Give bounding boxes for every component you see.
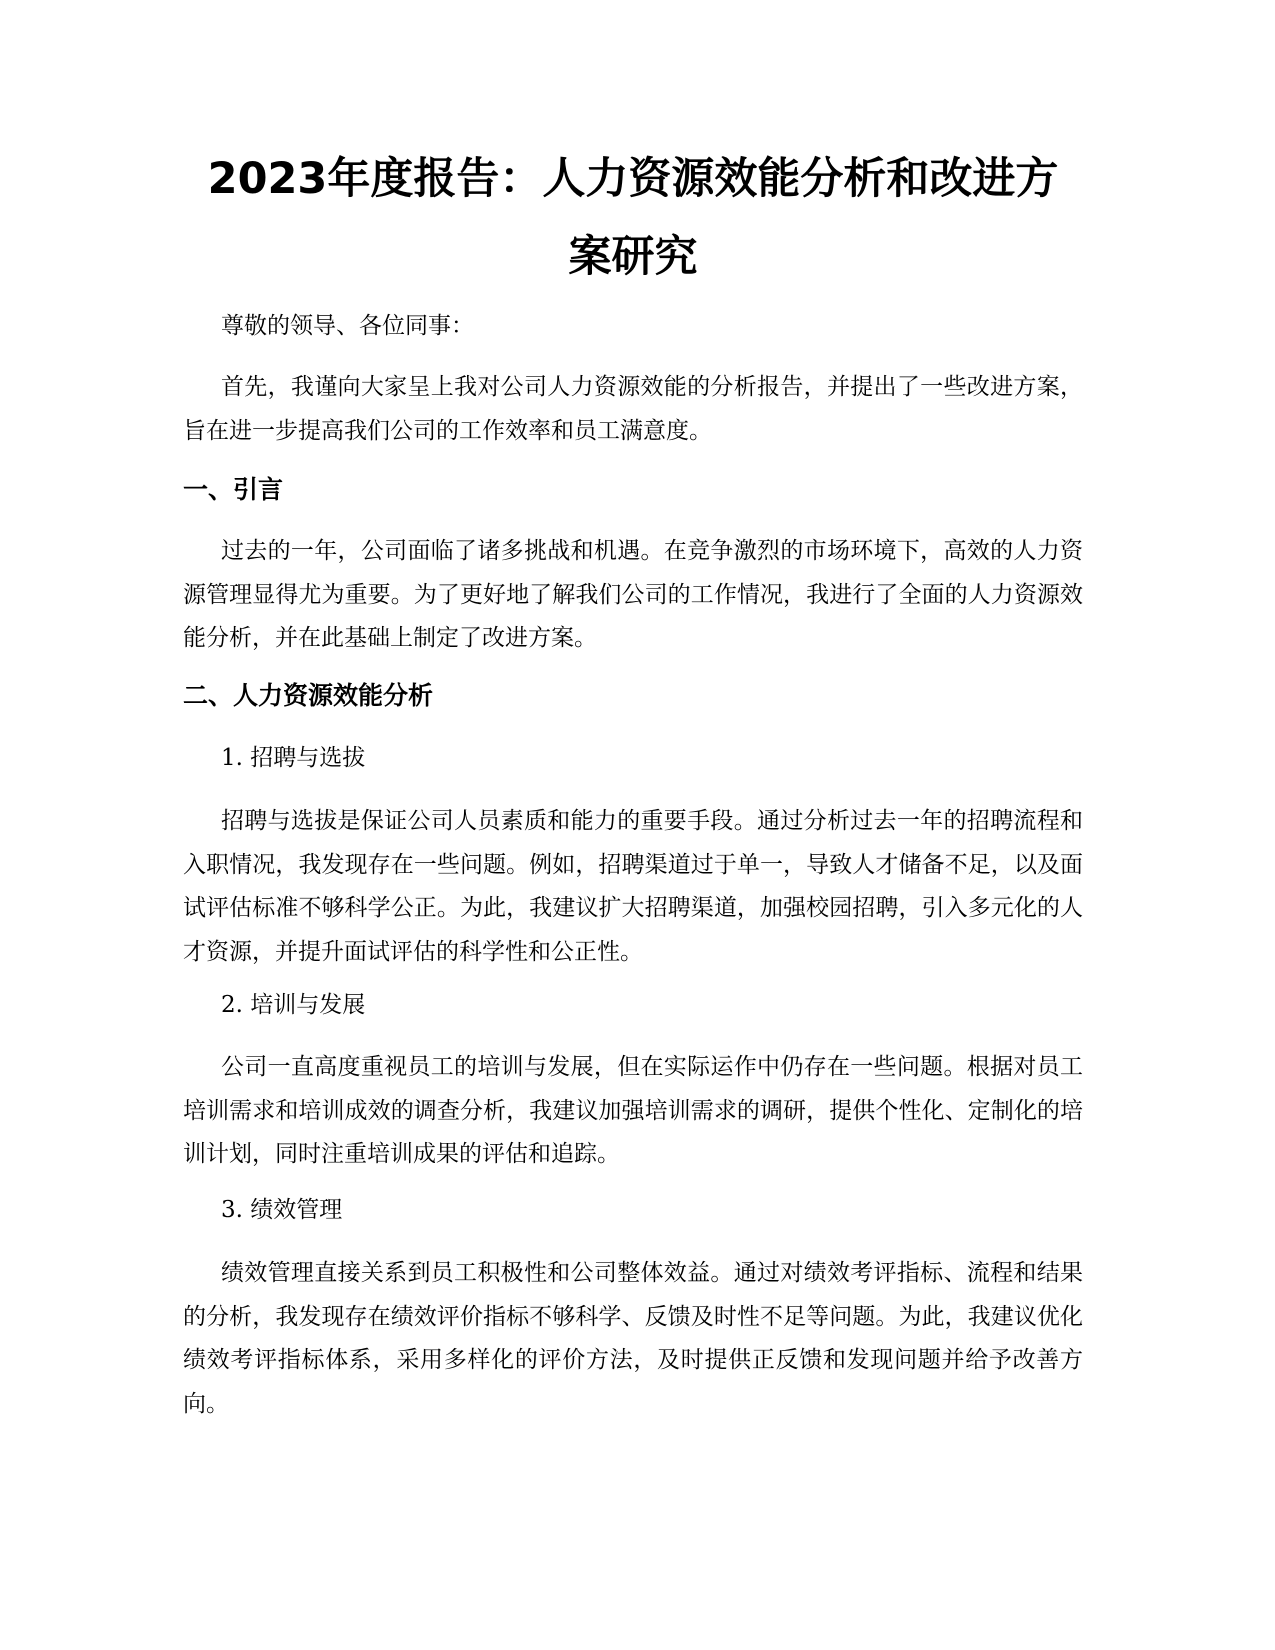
- title-line-1: 2023年度报告：人力资源效能分析和改进方: [207, 154, 1059, 204]
- title-line-2: 案研究: [568, 232, 698, 282]
- training-paragraph: 公司一直高度重视员工的培训与发展，但在实际运作中仍存在一些问题。根据对员工培训需求和培训成效的调查分析，我建议加强培训需求的调研，提供个性化、定制化的培训计划，同时注重培训成果的评估和追踪。: [183, 1054, 1083, 1167]
- section-heading-introduction: 一、引言: [183, 475, 284, 504]
- subsection-title-recruitment: 1. 招聘与选拔: [221, 745, 366, 771]
- subsection-title-performance: 3. 绩效管理: [221, 1197, 343, 1223]
- introduction-paragraph: 过去的一年，公司面临了诸多挑战和机遇。在竞争激烈的市场环境下，高效的人力资源管理显得尤为重要。为了更好地了解我们公司的工作情况，我进行了全面的人力资源效能分析，并在此基础上制定了改进方案。: [183, 538, 1083, 651]
- intro-paragraph: 首先，我谨向大家呈上我对公司人力资源效能的分析报告，并提出了一些改进方案，旨在进一步提高我们公司的工作效率和员工满意度。: [183, 374, 1083, 444]
- document-title: [163, 140, 1103, 296]
- greeting-paragraph: 尊敬的领导、各位同事：: [221, 313, 474, 339]
- subsection-title-training: 2. 培训与发展: [221, 992, 366, 1018]
- performance-paragraph: 绩效管理直接关系到员工积极性和公司整体效益。通过对绩效考评指标、流程和结果的分析，我发现存在绩效评价指标不够科学、反馈及时性不足等问题。为此，我建议优化绩效考评指标体系，采用多样化的评价方法，及时提供正反馈和发现问题并给予改善方向。: [183, 1260, 1083, 1417]
- section-heading-analysis: 二、人力资源效能分析: [183, 681, 434, 710]
- recruitment-paragraph: 招聘与选拔是保证公司人员素质和能力的重要手段。通过分析过去一年的招聘流程和入职情况，我发现存在一些问题。例如，招聘渠道过于单一，导致人才储备不足，以及面试评估标准不够科学公正。为此，我建议扩大招聘渠道，加强校园招聘，引入多元化的人才资源，并提升面试评估的科学性和公正性。: [183, 808, 1083, 965]
